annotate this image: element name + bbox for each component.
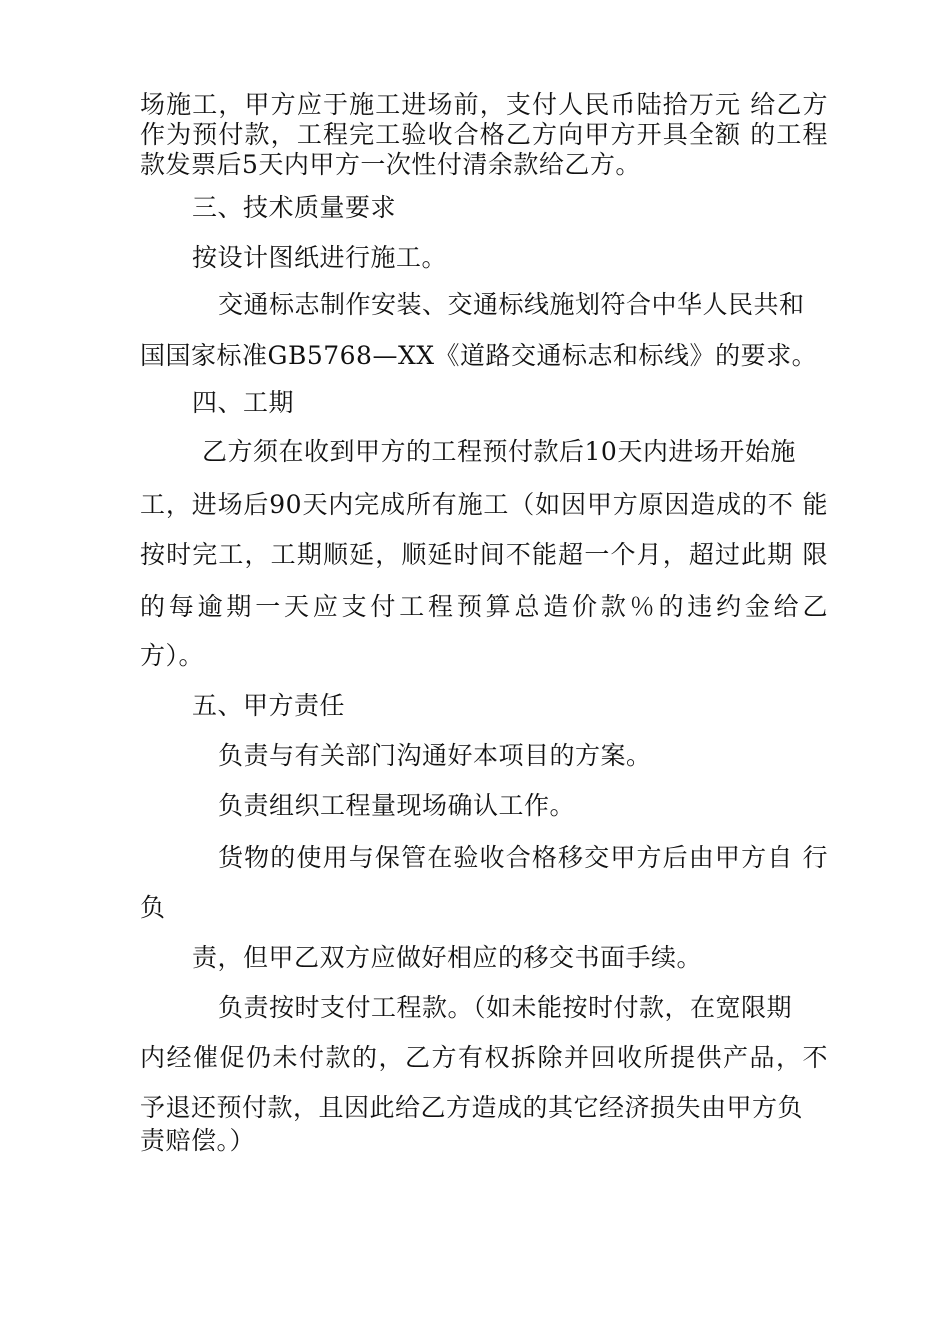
paragraph-line: 负责与有关部门沟通好本项目的方案。 (218, 741, 652, 770)
paragraph-line: 负责组织工程量现场确认工作。 (218, 791, 576, 820)
paragraph-line: 责赔偿。） (140, 1126, 256, 1155)
paragraph-line: 负 (140, 893, 166, 922)
paragraph-line: 乙方须在收到甲方的工程预付款后10天内进场开始施 (202, 437, 796, 466)
paragraph-line: 内经催促仍未付款的，乙方有权拆除并回收所提供产品，不 (140, 1043, 828, 1072)
paragraph-line: 款发票后5天内甲方一次性付清余款给乙方。 (140, 150, 641, 179)
paragraph-line: 的每逾期一天应支付工程预算总造价款％的违约金给乙 (140, 592, 828, 621)
paragraph-line: 按时完工，工期顺延，顺延时间不能超一个月，超过此期 限 (140, 540, 828, 569)
paragraph-line: 工，进场后90天内完成所有施工（如因甲方原因造成的不 能 (140, 490, 828, 519)
paragraph-line: 交通标志制作安装、交通标线施划符合中华人民共和 (218, 290, 805, 319)
section-heading-schedule: 四、工期 (192, 388, 295, 417)
paragraph-line: 予退还预付款，且因此给乙方造成的其它经济损失由甲方负 (140, 1093, 804, 1122)
paragraph-line: 货物的使用与保管在验收合格移交甲方后由甲方自 行 (218, 843, 828, 872)
paragraph-line: 作为预付款，工程完工验收合格乙方向甲方开具全额 的工程 (140, 120, 828, 149)
paragraph-line: 负责按时支付工程款。（如未能按时付款，在宽限期 (218, 993, 793, 1022)
paragraph-line: 方）。 (140, 641, 205, 670)
paragraph-line: 场施工，甲方应于施工进场前，支付人民币陆拾万元 给乙方 (140, 90, 828, 119)
paragraph-line: 责，但甲乙双方应做好相应的移交书面手续。 (192, 943, 703, 972)
section-heading-party-a: 五、甲方责任 (192, 691, 346, 720)
paragraph-line: 国国家标准GB5768—XX《道路交通标志和标线》的要求。 (140, 341, 818, 370)
paragraph-line: 按设计图纸进行施工。 (192, 243, 448, 272)
section-heading-quality: 三、技术质量要求 (192, 193, 397, 222)
